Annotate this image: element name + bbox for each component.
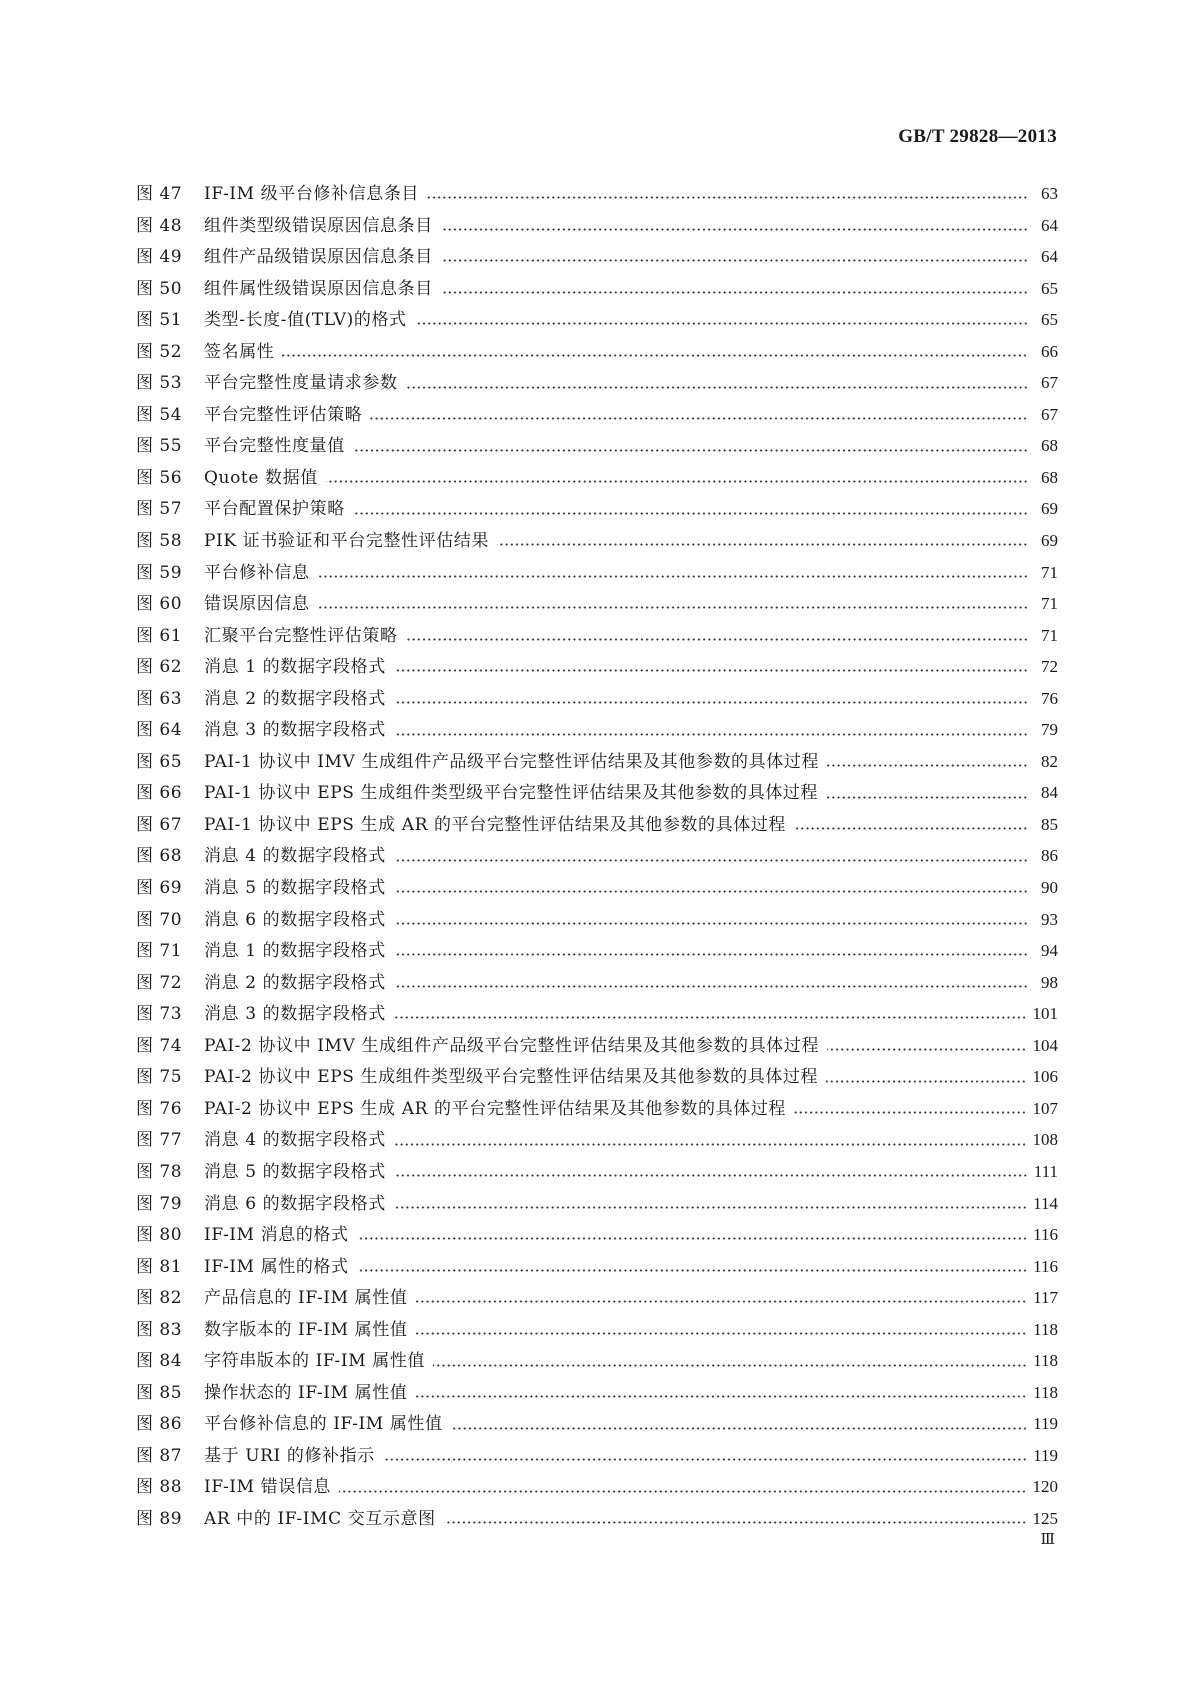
dot-leader	[406, 638, 1028, 641]
figure-number: 图 64	[136, 720, 183, 741]
page-number: 108	[1032, 1130, 1058, 1150]
page-number: 125	[1032, 1508, 1058, 1528]
toc-entry[interactable]	[136, 1314, 1058, 1346]
figure-title: 基于 URI 的修补指示	[204, 1445, 375, 1466]
page-number: 119	[1033, 1414, 1058, 1434]
toc-entry[interactable]	[136, 1440, 1058, 1472]
figure-title: 平台完整性度量值	[204, 436, 345, 457]
dot-leader	[394, 1174, 1028, 1177]
toc-entry[interactable]	[136, 1251, 1058, 1283]
toc-entry[interactable]	[136, 241, 1058, 273]
toc-entry[interactable]	[136, 178, 1058, 210]
toc-entry[interactable]	[136, 1408, 1058, 1440]
page-number: 114	[1033, 1193, 1058, 1213]
toc-entry[interactable]	[136, 493, 1058, 525]
dot-leader	[441, 259, 1028, 262]
page-number: 116	[1033, 1256, 1058, 1276]
page-number: 76	[1041, 688, 1058, 708]
figure-number: 图 56	[136, 467, 183, 488]
figure-title: 消息 4 的数据字段格式	[204, 1130, 386, 1151]
page-number: 119	[1033, 1445, 1058, 1465]
figure-title: IF-IM 属性的格式	[204, 1256, 349, 1277]
dot-leader	[353, 449, 1028, 452]
toc-entry[interactable]	[136, 840, 1058, 872]
page-number: 98	[1041, 972, 1058, 992]
figure-title: 消息 6 的数据字段格式	[204, 1193, 386, 1214]
figure-number: 图 78	[136, 1161, 183, 1182]
figure-number: 图 60	[136, 594, 183, 615]
dot-leader	[394, 953, 1028, 956]
figure-list	[136, 178, 1058, 1535]
page-number: 118	[1033, 1382, 1058, 1402]
dot-leader	[451, 1427, 1028, 1430]
page-number: 86	[1041, 846, 1058, 866]
toc-entry[interactable]	[136, 651, 1058, 683]
page-number: 68	[1041, 467, 1058, 487]
figure-title: PAI-1 协议中 IMV 生成组件产品级平台完整性评估结果及其他参数的具体过程	[204, 751, 820, 772]
figure-title: 消息 1 的数据字段格式	[204, 657, 386, 678]
dot-leader	[394, 985, 1028, 988]
figure-number: 图 53	[136, 373, 183, 394]
figure-number: 图 66	[136, 783, 183, 804]
toc-entry[interactable]	[136, 1188, 1058, 1220]
toc-entry[interactable]	[136, 367, 1058, 399]
page-number: 90	[1041, 878, 1058, 898]
dot-leader	[394, 922, 1028, 925]
figure-title: 消息 6 的数据字段格式	[204, 909, 386, 930]
figure-title: IF-IM 错误信息	[204, 1477, 332, 1498]
page-number: 64	[1041, 215, 1058, 235]
dot-leader	[318, 575, 1028, 578]
toc-entry[interactable]	[136, 273, 1058, 305]
toc-entry[interactable]	[136, 1219, 1058, 1251]
figure-number: 图 63	[136, 688, 183, 709]
dot-leader	[394, 701, 1028, 704]
toc-entry[interactable]	[136, 967, 1058, 999]
figure-number: 图 75	[136, 1067, 183, 1088]
page-number: 64	[1041, 247, 1058, 267]
figure-number: 图 54	[136, 404, 183, 425]
figure-number: 图 49	[136, 247, 183, 268]
toc-entry[interactable]	[136, 1124, 1058, 1156]
dot-leader	[339, 1490, 1026, 1493]
toc-entry[interactable]	[136, 1377, 1058, 1409]
figure-title: PAI-1 协议中 EPS 生成 AR 的平台完整性评估结果及其他参数的具体过程	[204, 814, 787, 835]
figure-title: 消息 3 的数据字段格式	[204, 720, 386, 741]
dot-leader	[318, 606, 1028, 609]
toc-entry[interactable]	[136, 588, 1058, 620]
toc-entry[interactable]	[136, 1471, 1058, 1503]
toc-entry[interactable]	[136, 872, 1058, 904]
page-number: 111	[1033, 1161, 1058, 1181]
dot-leader	[826, 796, 1028, 799]
toc-entry[interactable]	[136, 336, 1058, 368]
toc-entry[interactable]	[136, 557, 1058, 589]
page-number: 106	[1032, 1067, 1058, 1087]
figure-title: IF-IM 级平台修补信息条目	[204, 184, 420, 204]
figure-title: 消息 5 的数据字段格式	[204, 878, 386, 899]
dot-leader	[394, 669, 1028, 672]
figure-number: 图 74	[136, 1035, 183, 1056]
figure-title: PAI-2 协议中 EPS 生成 AR 的平台完整性评估结果及其他参数的具体过程	[204, 1098, 787, 1119]
toc-entry[interactable]	[136, 1503, 1058, 1535]
figure-number: 图 50	[136, 278, 183, 299]
dot-leader	[441, 228, 1028, 231]
figure-title: PAI-2 协议中 IMV 生成组件产品级平台完整性评估结果及其他参数的具体过程	[204, 1035, 820, 1056]
dot-leader	[370, 417, 1028, 420]
dot-leader	[794, 827, 1028, 830]
figure-number: 图 81	[136, 1256, 183, 1277]
page-number: 69	[1041, 499, 1058, 519]
page-number: 71	[1041, 594, 1058, 614]
page-number: 71	[1041, 562, 1058, 582]
figure-number: 图 48	[136, 215, 183, 236]
figure-title: 消息 4 的数据字段格式	[204, 846, 386, 867]
figure-number: 图 73	[136, 1004, 183, 1025]
toc-entry[interactable]	[136, 525, 1058, 557]
figure-title: 平台修补信息的 IF-IM 属性值	[204, 1414, 443, 1435]
toc-entry[interactable]	[136, 1345, 1058, 1377]
dot-leader	[394, 1206, 1027, 1209]
document-number-header: GB/T 29828—2013	[898, 126, 1057, 147]
dot-leader	[394, 890, 1028, 893]
figure-title: 操作状态的 IF-IM 属性值	[204, 1382, 408, 1403]
page-number: 117	[1033, 1288, 1058, 1308]
figure-number: 图 86	[136, 1414, 183, 1435]
figure-title: 产品信息的 IF-IM 属性值	[204, 1288, 408, 1309]
page-number: 63	[1041, 184, 1058, 203]
figure-number: 图 65	[136, 751, 183, 772]
dot-leader	[394, 859, 1028, 862]
dot-leader	[353, 512, 1028, 515]
figure-title: Quote 数据值	[204, 467, 318, 488]
figure-title: 平台配置保护策略	[204, 499, 345, 520]
toc-entry[interactable]	[136, 998, 1058, 1030]
page-number: 116	[1033, 1225, 1058, 1245]
figure-title: 消息 5 的数据字段格式	[204, 1161, 386, 1182]
page-number: 104	[1032, 1035, 1058, 1055]
page-number: 67	[1041, 373, 1058, 393]
figure-title: 字符串版本的 IF-IM 属性值	[204, 1351, 426, 1372]
figure-number: 图 71	[136, 941, 183, 962]
page-number: 71	[1041, 625, 1058, 645]
figure-title: 消息 2 的数据字段格式	[204, 688, 386, 709]
figure-title: 消息 1 的数据字段格式	[204, 941, 386, 962]
figure-number: 图 70	[136, 909, 183, 930]
page-number: 84	[1041, 783, 1058, 803]
toc-entry[interactable]	[136, 1061, 1058, 1093]
toc-entry[interactable]	[136, 714, 1058, 746]
figure-title: PIK 证书验证和平台完整性评估结果	[204, 531, 490, 552]
toc-entry[interactable]	[136, 1156, 1058, 1188]
toc-entry[interactable]	[136, 462, 1058, 494]
toc-entry[interactable]	[136, 1282, 1058, 1314]
figure-title: 组件类型级错误原因信息条目	[204, 215, 433, 236]
dot-leader	[827, 1048, 1026, 1051]
dot-leader	[406, 386, 1028, 389]
page-number: 72	[1041, 657, 1058, 677]
dot-leader	[383, 1458, 1027, 1461]
figure-number: 图 47	[136, 184, 183, 204]
figure-number: 图 84	[136, 1351, 183, 1372]
toc-entry[interactable]	[136, 777, 1058, 809]
figure-number: 图 57	[136, 499, 183, 520]
dot-leader	[827, 764, 1028, 767]
dot-leader	[415, 322, 1028, 325]
dot-leader	[282, 354, 1028, 357]
figure-title: 错误原因信息	[204, 594, 310, 615]
toc-entry[interactable]	[136, 210, 1058, 242]
dot-leader	[394, 1016, 1027, 1019]
figure-title: 消息 3 的数据字段格式	[204, 1004, 386, 1025]
dot-leader	[415, 1332, 1027, 1335]
figure-number: 图 51	[136, 310, 183, 331]
figure-title: 消息 2 的数据字段格式	[204, 972, 386, 993]
figure-title: 数字版本的 IF-IM 属性值	[204, 1319, 408, 1340]
dot-leader	[427, 196, 1028, 199]
dot-leader	[357, 1269, 1028, 1272]
dot-leader	[826, 1080, 1026, 1083]
page-number: 94	[1041, 941, 1058, 961]
dot-leader	[433, 1364, 1027, 1367]
page-number: 82	[1041, 751, 1058, 771]
figure-number: 图 67	[136, 814, 183, 835]
page-folio: Ⅲ	[1040, 1532, 1055, 1548]
page-number: 107	[1032, 1098, 1058, 1118]
page-number: 118	[1033, 1351, 1058, 1371]
dot-leader	[326, 480, 1028, 483]
page-number: 65	[1041, 310, 1058, 330]
figure-number: 图 85	[136, 1382, 183, 1403]
figure-title: 组件属性级错误原因信息条目	[204, 278, 433, 299]
figure-number: 图 87	[136, 1445, 183, 1466]
dot-leader	[415, 1300, 1027, 1303]
toc-entry[interactable]	[136, 904, 1058, 936]
dot-leader	[794, 1111, 1026, 1114]
page-number: 118	[1033, 1319, 1058, 1339]
dot-leader	[394, 1143, 1027, 1146]
figure-number: 图 62	[136, 657, 183, 678]
figure-number: 图 76	[136, 1098, 183, 1119]
figure-number: 图 59	[136, 562, 183, 583]
page-number: 65	[1041, 278, 1058, 298]
figure-title: 类型-长度-值(TLV)的格式	[204, 310, 407, 331]
dot-leader	[357, 1237, 1028, 1240]
figure-number: 图 58	[136, 531, 183, 552]
figure-title: 签名属性	[204, 341, 275, 362]
page-number: 69	[1041, 531, 1058, 551]
figure-title: 组件产品级错误原因信息条目	[204, 247, 433, 268]
toc-entry[interactable]	[136, 683, 1058, 715]
figure-title: 平台修补信息	[204, 562, 310, 583]
page-number: 68	[1041, 436, 1058, 456]
dot-leader	[394, 733, 1028, 736]
figure-number: 图 52	[136, 341, 183, 362]
page-number: 101	[1032, 1004, 1058, 1024]
page-number: 85	[1041, 814, 1058, 834]
page-number: 120	[1032, 1477, 1058, 1497]
figure-number: 图 79	[136, 1193, 183, 1214]
figure-title: 平台完整性度量请求参数	[204, 373, 398, 394]
figure-number: 图 83	[136, 1319, 183, 1340]
figure-title: 汇聚平台完整性评估策略	[204, 625, 398, 646]
page-number: 67	[1041, 404, 1058, 424]
figure-title: PAI-2 协议中 EPS 生成组件类型级平台完整性评估结果及其他参数的具体过程	[204, 1067, 819, 1088]
toc-entry[interactable]	[136, 430, 1058, 462]
toc-entry[interactable]	[136, 1030, 1058, 1062]
toc-entry[interactable]	[136, 935, 1058, 967]
dot-leader	[497, 543, 1028, 546]
figure-number: 图 61	[136, 625, 183, 646]
toc-entry[interactable]	[136, 809, 1058, 841]
toc-entry[interactable]	[136, 746, 1058, 778]
figure-number: 图 89	[136, 1508, 183, 1529]
figure-title: AR 中的 IF-IMC 交互示意图	[204, 1508, 436, 1529]
toc-entry[interactable]	[136, 1093, 1058, 1125]
dot-leader	[441, 291, 1028, 294]
toc-entry[interactable]	[136, 620, 1058, 652]
page-number: 93	[1041, 909, 1058, 929]
figure-number: 图 77	[136, 1130, 183, 1151]
page-number: 66	[1041, 341, 1058, 361]
dot-leader	[415, 1395, 1027, 1398]
dot-leader	[444, 1521, 1027, 1524]
figure-title: PAI-1 协议中 EPS 生成组件类型级平台完整性评估结果及其他参数的具体过程	[204, 783, 819, 804]
figure-number: 图 68	[136, 846, 183, 867]
figure-title: IF-IM 消息的格式	[204, 1225, 349, 1246]
page-number: 79	[1041, 720, 1058, 740]
figure-number: 图 80	[136, 1225, 183, 1246]
toc-entry[interactable]	[136, 304, 1058, 336]
figure-number: 图 55	[136, 436, 183, 457]
toc-entry[interactable]	[136, 399, 1058, 431]
figure-title: 平台完整性评估策略	[204, 404, 363, 425]
figure-number: 图 82	[136, 1288, 183, 1309]
figure-number: 图 88	[136, 1477, 183, 1498]
figure-number: 图 69	[136, 878, 183, 899]
figure-number: 图 72	[136, 972, 183, 993]
